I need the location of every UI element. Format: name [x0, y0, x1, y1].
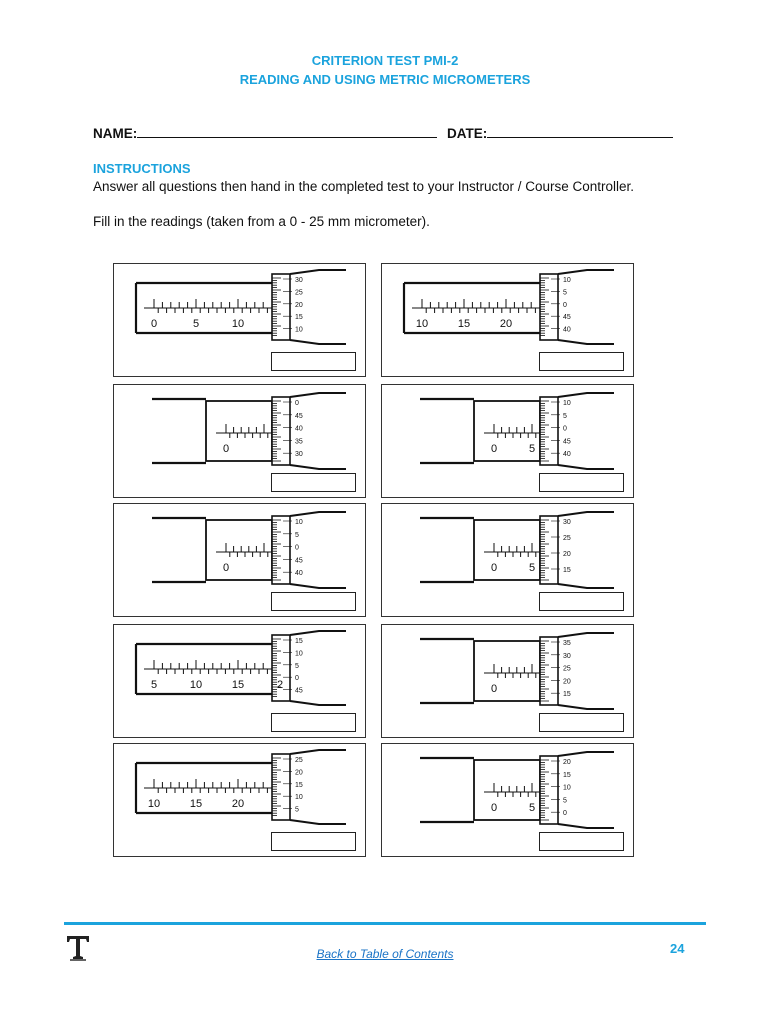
thimble-number: 10	[295, 326, 303, 334]
sleeve-number: 0	[150, 318, 158, 330]
sleeve-number: 10	[231, 318, 245, 330]
thimble-number: 10	[563, 277, 571, 284]
thimble-number: 40	[295, 425, 303, 433]
sleeve-number: 2	[276, 679, 284, 691]
thimble-number: 5	[563, 797, 567, 805]
sleeve-number: 10	[147, 798, 161, 810]
micrometer-panel-2	[381, 263, 634, 377]
sleeve-number: 0	[490, 683, 498, 695]
sleeve-number: 15	[457, 318, 471, 330]
thimble-number: 10	[295, 519, 303, 526]
name-date-row	[93, 125, 673, 141]
thimble-number: 40	[563, 451, 571, 459]
sleeve-number: 5	[528, 802, 536, 814]
sleeve-number: 15	[231, 679, 245, 691]
thimble-number: 0	[563, 810, 567, 818]
thimble-number: 15	[563, 691, 571, 699]
thimble-number: 0	[295, 544, 299, 552]
sleeve-number: 15	[189, 798, 203, 810]
thimble-number: 15	[295, 781, 303, 789]
thimble-number: 25	[563, 535, 571, 542]
micrometer-panel-4	[381, 384, 634, 498]
thimble-number: 0	[295, 675, 299, 683]
answer-box-8[interactable]	[539, 713, 624, 732]
thimble-number: 20	[563, 551, 571, 558]
sleeve-number: 10	[415, 318, 429, 330]
thimble-number: 40	[295, 570, 303, 578]
answer-box-9[interactable]	[271, 832, 356, 851]
micrometer-panel-7	[113, 624, 366, 738]
instructions-heading: INSTRUCTIONS	[93, 161, 191, 176]
name-field[interactable]	[137, 125, 437, 138]
micrometer-panel-1	[113, 263, 366, 377]
thimble-number: 45	[295, 557, 303, 565]
sleeve-number: 0	[222, 562, 230, 574]
thimble-number: 30	[295, 451, 303, 459]
thimble-number: 25	[295, 757, 303, 764]
sleeve-number: 20	[231, 798, 245, 810]
micrometer-panel-6	[381, 503, 634, 617]
thimble-number: 15	[563, 567, 571, 574]
thimble-number: 45	[295, 412, 303, 420]
thimble-number: 20	[563, 759, 571, 766]
answer-box-1[interactable]	[271, 352, 356, 371]
sleeve-number: 0	[490, 802, 498, 814]
answer-box-10[interactable]	[539, 832, 624, 851]
thimble-number: 5	[295, 662, 299, 670]
thimble-number: 0	[295, 400, 299, 407]
thimble-number: 15	[563, 771, 571, 779]
name-label: NAME:	[93, 126, 138, 141]
thimble-number: 20	[295, 769, 303, 777]
sleeve-number: 5	[150, 679, 158, 691]
answer-box-2[interactable]	[539, 352, 624, 371]
thimble-number: 45	[295, 687, 303, 695]
answer-box-4[interactable]	[539, 473, 624, 492]
thimble-number: 40	[563, 326, 571, 334]
micrometer-panel-3	[113, 384, 366, 498]
sleeve-number: 5	[528, 443, 536, 455]
answer-box-7[interactable]	[271, 713, 356, 732]
thimble-number: 5	[563, 412, 567, 420]
test-subtitle: READING AND USING METRIC MICROMETERS	[239, 72, 531, 87]
test-title: CRITERION TEST PMI-2	[311, 53, 459, 68]
sleeve-number: 5	[192, 318, 200, 330]
answer-box-5[interactable]	[271, 592, 356, 611]
thimble-number: 45	[563, 314, 571, 322]
thimble-number: 10	[295, 650, 303, 658]
thimble-number: 30	[295, 277, 303, 284]
footer-divider	[64, 922, 706, 925]
instructions-text: Answer all questions then hand in the completed test to your Instructor / Course Controller.	[93, 179, 635, 194]
micrometer-panel-8	[381, 624, 634, 738]
thimble-number: 10	[295, 794, 303, 802]
micrometer-panel-10	[381, 743, 634, 857]
date-field[interactable]	[487, 125, 673, 138]
thimble-number: 30	[563, 652, 571, 660]
answer-box-3[interactable]	[271, 473, 356, 492]
sleeve-number: 20	[499, 318, 513, 330]
thimble-number: 15	[295, 638, 303, 645]
thimble-number: 5	[295, 806, 299, 814]
thimble-number: 35	[295, 438, 303, 446]
thimble-number: 5	[563, 289, 567, 297]
sleeve-number: 0	[490, 562, 498, 574]
sleeve-number: 0	[222, 443, 230, 455]
thimble-number: 20	[563, 678, 571, 686]
thimble-number: 10	[563, 784, 571, 792]
thimble-number: 0	[563, 425, 567, 433]
back-to-toc-link[interactable]: Back to Table of Contents	[316, 947, 454, 961]
thimble-number: 15	[295, 314, 303, 322]
thimble-number: 5	[295, 531, 299, 539]
sleeve-number: 5	[528, 562, 536, 574]
sleeve-number: 10	[189, 679, 203, 691]
micrometer-panel-9	[113, 743, 366, 857]
answer-box-6[interactable]	[539, 592, 624, 611]
date-label: DATE:	[447, 126, 488, 141]
thimble-number: 30	[563, 519, 571, 526]
micrometer-panel-5	[113, 503, 366, 617]
thimble-number: 35	[563, 640, 571, 647]
thimble-number: 25	[563, 665, 571, 673]
thimble-number: 25	[295, 289, 303, 297]
fill-in-text: Fill in the readings (taken from a 0 - 25 mm micrometer).	[93, 214, 430, 229]
page-number: 24	[670, 941, 685, 956]
thimble-number: 10	[563, 400, 571, 407]
sleeve-number: 0	[490, 443, 498, 455]
thimble-number: 0	[563, 301, 567, 309]
thimble-number: 45	[563, 438, 571, 446]
thimble-number: 20	[295, 301, 303, 309]
